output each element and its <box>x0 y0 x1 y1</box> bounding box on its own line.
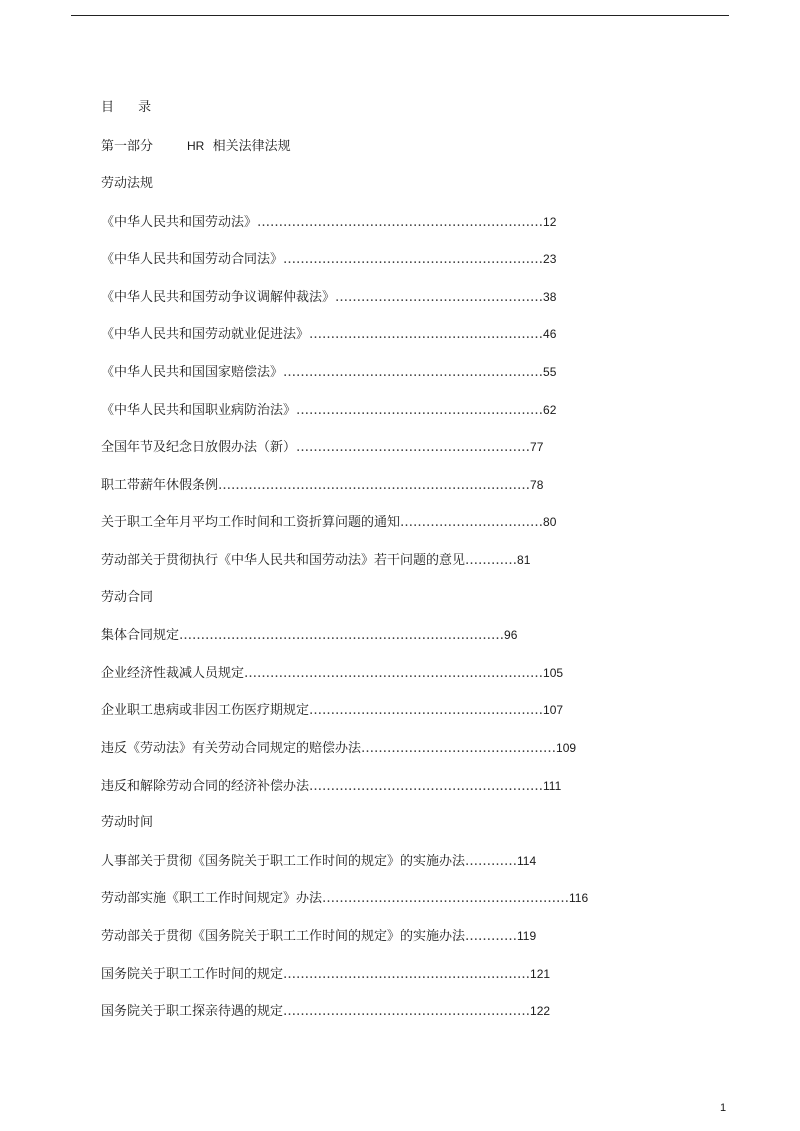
toc-entry-title: 劳动部关于贯彻执行《中华人民共和国劳动法》若干问题的意见 <box>101 553 466 568</box>
toc-leader-dots: ……………………………………… <box>361 741 557 756</box>
toc-entry <box>101 438 543 457</box>
toc-page-number: 114 <box>517 854 537 868</box>
page-number: 1 <box>720 1102 727 1114</box>
toc-leader-dots: ………… <box>465 929 518 944</box>
header-rule <box>71 15 729 16</box>
toc-page-number: 12 <box>543 215 557 229</box>
toc-leader-dots: ………………………………………………… <box>283 1004 531 1019</box>
toc-entry <box>101 852 536 871</box>
toc-entry-title: 《中华人民共和国劳动法》 <box>101 215 258 230</box>
toc-page-number: 80 <box>543 515 557 529</box>
toc-entry-title: 劳动部实施《职工工作时间规定》办法 <box>101 891 323 906</box>
toc-page-number: 23 <box>543 252 557 266</box>
toc-entry <box>101 664 563 683</box>
toc-title: 目 录 <box>101 100 162 115</box>
toc-entry-title: 违反和解除劳动合同的经济补偿办法 <box>101 779 310 794</box>
toc-entry-title: 关于职工全年月平均工作时间和工资折算问题的通知 <box>101 515 401 530</box>
toc-entry <box>101 401 556 420</box>
toc-entry-title: 国务院关于职工探亲待遇的规定 <box>101 1004 284 1019</box>
toc-entry-title: 全国年节及纪念日放假办法（新） <box>101 440 297 455</box>
toc-page-number: 111 <box>543 779 562 793</box>
toc-entry-title: 人事部关于贯彻《国务院关于职工工作时间的规定》的实施办法 <box>101 854 466 869</box>
part-code: HR <box>187 139 205 153</box>
toc-leader-dots: ………………………………………………………………… <box>179 628 505 643</box>
toc-leader-dots: ……………………………………………………………… <box>218 478 531 493</box>
toc-leader-dots: ………… <box>465 854 518 869</box>
toc-page-number: 122 <box>530 1004 551 1018</box>
toc-leader-dots: ………………………………………………… <box>296 403 544 418</box>
toc-entry-title: 集体合同规定 <box>101 628 180 643</box>
toc-entry <box>101 513 556 532</box>
toc-leader-dots: …………………………… <box>400 515 544 530</box>
toc-entry-title: 《中华人民共和国劳动就业促进法》 <box>101 327 310 342</box>
part-title: 相关法律法规 <box>212 139 291 154</box>
toc-entry-title: 《中华人民共和国职业病防治法》 <box>101 403 297 418</box>
toc-entry-title: 劳动部关于贯彻《国务院关于职工工作时间的规定》的实施办法 <box>101 929 466 944</box>
toc-page-number: 46 <box>543 327 557 341</box>
toc-entry-title: 《中华人民共和国劳动争议调解仲裁法》 <box>101 290 336 305</box>
toc-page-number: 107 <box>543 703 564 717</box>
toc-leader-dots: ……………………………………………… <box>309 779 544 794</box>
toc-leader-dots: ………… <box>465 553 518 568</box>
toc-page-number: 116 <box>569 891 589 905</box>
toc-entry-title: 违反《劳动法》有关劳动合同规定的赔偿办法 <box>101 741 362 756</box>
toc-entry <box>101 739 576 758</box>
toc-entry <box>101 701 563 720</box>
toc-page-number: 55 <box>543 365 557 379</box>
toc-entry <box>101 363 556 382</box>
toc-page-number: 38 <box>543 290 557 304</box>
toc-leader-dots: ………………………………………………………… <box>257 215 544 230</box>
toc-leader-dots: ……………………………………………… <box>309 703 544 718</box>
toc-entry-title: 职工带薪年休假条例 <box>101 478 219 493</box>
toc-entry <box>101 777 561 796</box>
toc-leader-dots: ………………………………………… <box>335 290 544 305</box>
toc-page-number: 121 <box>530 967 551 981</box>
toc-entry <box>101 1002 550 1021</box>
toc-page-number: 109 <box>556 741 577 755</box>
toc-entry-title: 《中华人民共和国国家赔偿法》 <box>101 365 284 380</box>
toc-leader-dots: …………………………………………………… <box>283 365 544 380</box>
toc-leader-dots: ……………………………………………… <box>296 440 531 455</box>
toc-entry <box>101 551 530 570</box>
toc-leader-dots: …………………………………………………………… <box>244 666 544 681</box>
toc-entry <box>101 213 556 232</box>
toc-leader-dots: ……………………………………………… <box>309 327 544 342</box>
part-label: 第一部分 <box>101 139 154 154</box>
section-heading: 劳动法规 <box>101 176 154 191</box>
toc-leader-dots: ………………………………………………… <box>322 891 570 906</box>
toc-leader-dots: …………………………………………………… <box>283 252 544 267</box>
toc-page-number: 81 <box>517 553 531 567</box>
toc-entry <box>101 288 556 307</box>
toc-entry <box>101 927 536 946</box>
toc-page-number: 78 <box>530 478 544 492</box>
toc-entry <box>101 889 588 908</box>
toc-entry-title: 《中华人民共和国劳动合同法》 <box>101 252 284 267</box>
toc-entry-title: 企业职工患病或非因工伤医疗期规定 <box>101 703 310 718</box>
section-heading: 劳动合同 <box>101 590 154 605</box>
toc-entry-title: 国务院关于职工工作时间的规定 <box>101 967 284 982</box>
toc-page-number: 119 <box>517 929 537 943</box>
toc-page-number: 96 <box>504 628 518 642</box>
part-heading <box>101 137 291 156</box>
toc-entry <box>101 325 556 344</box>
toc-page-number: 77 <box>530 440 544 454</box>
toc-entry <box>101 626 517 645</box>
toc-entry-title: 企业经济性裁减人员规定 <box>101 666 245 681</box>
toc-page-number: 105 <box>543 666 564 680</box>
toc-entry <box>101 250 556 269</box>
toc-leader-dots: ………………………………………………… <box>283 967 531 982</box>
toc-entry <box>101 965 550 984</box>
toc-page-number: 62 <box>543 403 557 417</box>
section-heading: 劳动时间 <box>101 815 154 830</box>
toc-entry <box>101 476 543 495</box>
